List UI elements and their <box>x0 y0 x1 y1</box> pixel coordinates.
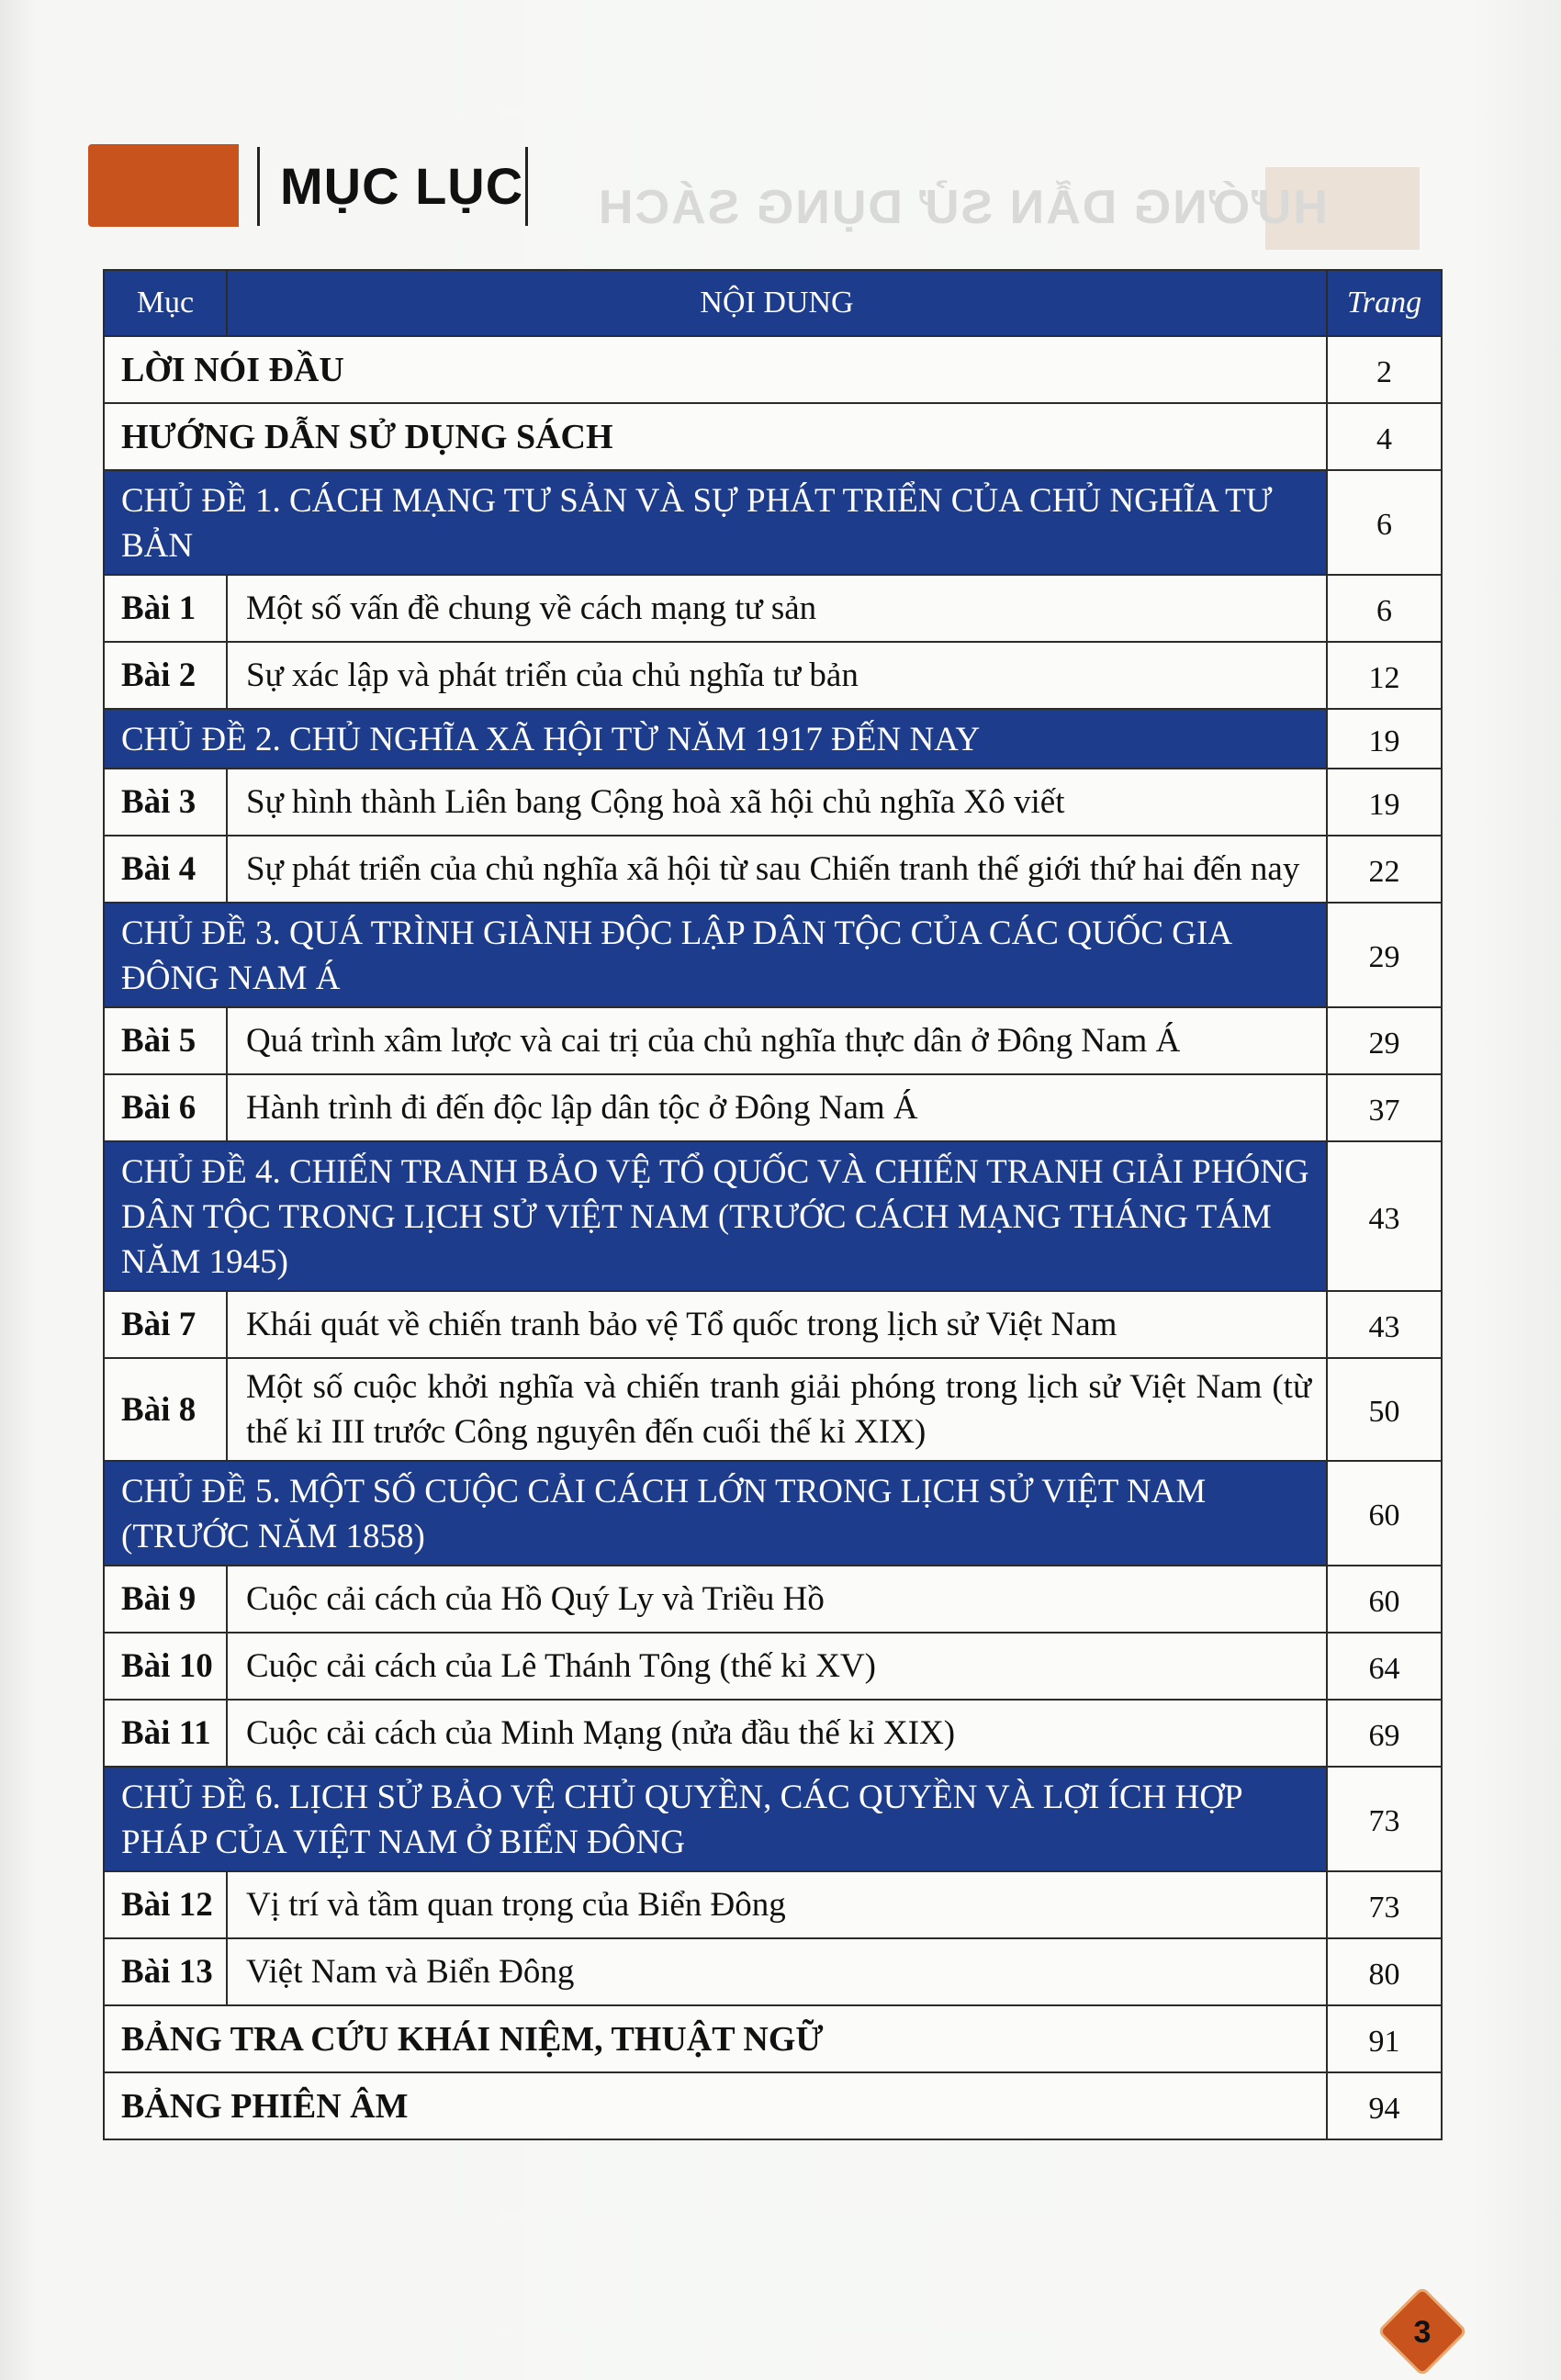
toc-lesson-row <box>104 1700 1442 1767</box>
lesson-title: Việt Nam và Biển Đông <box>227 1938 1327 2005</box>
toc-lesson-row <box>104 642 1442 709</box>
col-header-muc: Mục <box>104 270 227 336</box>
toc-topic-row <box>104 1461 1442 1566</box>
lesson-number: Bài 13 <box>104 1938 227 2005</box>
lesson-number: Bài 4 <box>104 836 227 903</box>
col-header-noi-dung: NỘI DUNG <box>227 270 1327 336</box>
page-number-cell: 50 <box>1327 1358 1442 1461</box>
page-number-cell: 60 <box>1327 1461 1442 1566</box>
page-number-cell: 19 <box>1327 709 1442 769</box>
toc-lesson-row <box>104 836 1442 903</box>
lesson-title: Vị trí và tầm quan trọng của Biển Đông <box>227 1871 1327 1938</box>
page-number-cell: 6 <box>1327 470 1442 575</box>
toc-lesson-row <box>104 1566 1442 1633</box>
lesson-title: Sự hình thành Liên bang Cộng hoà xã hội chủ nghĩa Xô viết <box>227 769 1327 836</box>
page-number-cell: 73 <box>1327 1767 1442 1871</box>
lesson-number: Bài 9 <box>104 1566 227 1633</box>
lesson-title: Khái quát về chiến tranh bảo vệ Tổ quốc trong lịch sử Việt Nam <box>227 1291 1327 1358</box>
toc-back-row <box>104 2005 1442 2072</box>
page-number-cell: 43 <box>1327 1291 1442 1358</box>
toc-lesson-row <box>104 1938 1442 2005</box>
page-number-cell: 4 <box>1327 403 1442 470</box>
lesson-title: Một số vấn đề chung về cách mạng tư sản <box>227 575 1327 642</box>
topic-title: CHỦ ĐỀ 4. CHIẾN TRANH BẢO VỆ TỔ QUỐC VÀ CHIẾN TRANH GIẢI PHÓNG DÂN TỘC TRONG LỊCH SỬ VIỆT NAM (TRƯỚC CÁCH MẠNG THÁNG TÁM NĂM 1945) <box>104 1141 1327 1291</box>
lesson-title: Hành trình đi đến độc lập dân tộc ở Đông Nam Á <box>227 1074 1327 1141</box>
page-number-cell: 22 <box>1327 836 1442 903</box>
lesson-number: Bài 6 <box>104 1074 227 1141</box>
topic-title: CHỦ ĐỀ 2. CHỦ NGHĨA XÃ HỘI TỪ NĂM 1917 ĐẾN NAY <box>104 709 1327 769</box>
lesson-number: Bài 8 <box>104 1358 227 1461</box>
page-number-cell: 60 <box>1327 1566 1442 1633</box>
toc-topic-row <box>104 1141 1442 1291</box>
page-number-cell: 29 <box>1327 903 1442 1007</box>
back-matter-title: BẢNG PHIÊN ÂM <box>104 2072 1327 2139</box>
page-title: MỤC LỤC <box>280 157 524 215</box>
lesson-number: Bài 2 <box>104 642 227 709</box>
page-number-cell: 6 <box>1327 575 1442 642</box>
toc-lesson-row <box>104 1074 1442 1141</box>
toc-back-row <box>104 2072 1442 2139</box>
lesson-title: Cuộc cải cách của Lê Thánh Tông (thế kỉ XV) <box>227 1633 1327 1700</box>
back-matter-title: BẢNG TRA CỨU KHÁI NIỆM, THUẬT NGỮ <box>104 2005 1327 2072</box>
toc-lesson-row <box>104 1633 1442 1700</box>
lesson-number: Bài 7 <box>104 1291 227 1358</box>
lesson-title: Sự phát triển của chủ nghĩa xã hội từ sau Chiến tranh thế giới thứ hai đến nay <box>227 836 1327 903</box>
table-of-contents <box>103 269 1443 2140</box>
topic-title: CHỦ ĐỀ 6. LỊCH SỬ BẢO VỆ CHỦ QUYỀN, CÁC QUYỀN VÀ LỢI ÍCH HỢP PHÁP CỦA VIỆT NAM Ở BIỂN ĐÔNG <box>104 1767 1327 1871</box>
toc-topic-row <box>104 1767 1442 1871</box>
lesson-number: Bài 11 <box>104 1700 227 1767</box>
page-number-cell: 37 <box>1327 1074 1442 1141</box>
front-matter-title: HƯỚNG DẪN SỬ DỤNG SÁCH <box>104 403 1327 470</box>
header-divider-right <box>525 147 528 226</box>
topic-title: CHỦ ĐỀ 1. CÁCH MẠNG TƯ SẢN VÀ SỰ PHÁT TRIỂN CỦA CHỦ NGHĨA TƯ BẢN <box>104 470 1327 575</box>
page-number-cell: 73 <box>1327 1871 1442 1938</box>
lesson-number: Bài 5 <box>104 1007 227 1074</box>
lesson-number: Bài 1 <box>104 575 227 642</box>
toc-lesson-row <box>104 1291 1442 1358</box>
show-through-text: HƯỚNG DẪN SỬ DỤNG SÁCH <box>597 181 1328 234</box>
header-divider-left <box>257 147 260 226</box>
toc-front-row <box>104 403 1442 470</box>
toc-lesson-row <box>104 575 1442 642</box>
lesson-title: Sự xác lập và phát triển của chủ nghĩa tư bản <box>227 642 1327 709</box>
toc-lesson-row <box>104 1007 1442 1074</box>
page-number-cell: 2 <box>1327 336 1442 403</box>
lesson-number: Bài 12 <box>104 1871 227 1938</box>
header-accent-bar <box>88 144 239 227</box>
front-matter-title: LỜI NÓI ĐẦU <box>104 336 1327 403</box>
page-number-cell: 29 <box>1327 1007 1442 1074</box>
lesson-title: Quá trình xâm lược và cai trị của chủ nghĩa thực dân ở Đông Nam Á <box>227 1007 1327 1074</box>
page-number-cell: 64 <box>1327 1633 1442 1700</box>
toc-body <box>104 336 1442 2139</box>
page-number-cell: 43 <box>1327 1141 1442 1291</box>
toc-lesson-row <box>104 1358 1442 1461</box>
col-header-trang: Trang <box>1327 270 1442 336</box>
toc-lesson-row <box>104 769 1442 836</box>
lesson-number: Bài 10 <box>104 1633 227 1700</box>
topic-title: CHỦ ĐỀ 3. QUÁ TRÌNH GIÀNH ĐỘC LẬP DÂN TỘC CỦA CÁC QUỐC GIA ĐÔNG NAM Á <box>104 903 1327 1007</box>
page-number-cell: 69 <box>1327 1700 1442 1767</box>
toc-header-row <box>104 270 1442 336</box>
lesson-number: Bài 3 <box>104 769 227 836</box>
page-number-cell: 91 <box>1327 2005 1442 2072</box>
toc-topic-row <box>104 903 1442 1007</box>
toc-topic-row <box>104 709 1442 769</box>
toc-front-row <box>104 336 1442 403</box>
page-number-cell: 94 <box>1327 2072 1442 2139</box>
toc-topic-row <box>104 470 1442 575</box>
lesson-title: Một số cuộc khởi nghĩa và chiến tranh giải phóng trong lịch sử Việt Nam (từ thế kỉ III trước Công nguyên đến cuối thế kỉ XIX) <box>227 1358 1327 1461</box>
page-number: 3 <box>1413 2315 1432 2350</box>
toc-lesson-row <box>104 1871 1442 1938</box>
page-number-cell: 12 <box>1327 642 1442 709</box>
topic-title: CHỦ ĐỀ 5. MỘT SỐ CUỘC CẢI CÁCH LỚN TRONG LỊCH SỬ VIỆT NAM (TRƯỚC NĂM 1858) <box>104 1461 1327 1566</box>
lesson-title: Cuộc cải cách của Minh Mạng (nửa đầu thế kỉ XIX) <box>227 1700 1327 1767</box>
page-number-cell: 19 <box>1327 769 1442 836</box>
lesson-title: Cuộc cải cách của Hồ Quý Ly và Triều Hồ <box>227 1566 1327 1633</box>
page-number-cell: 80 <box>1327 1938 1442 2005</box>
